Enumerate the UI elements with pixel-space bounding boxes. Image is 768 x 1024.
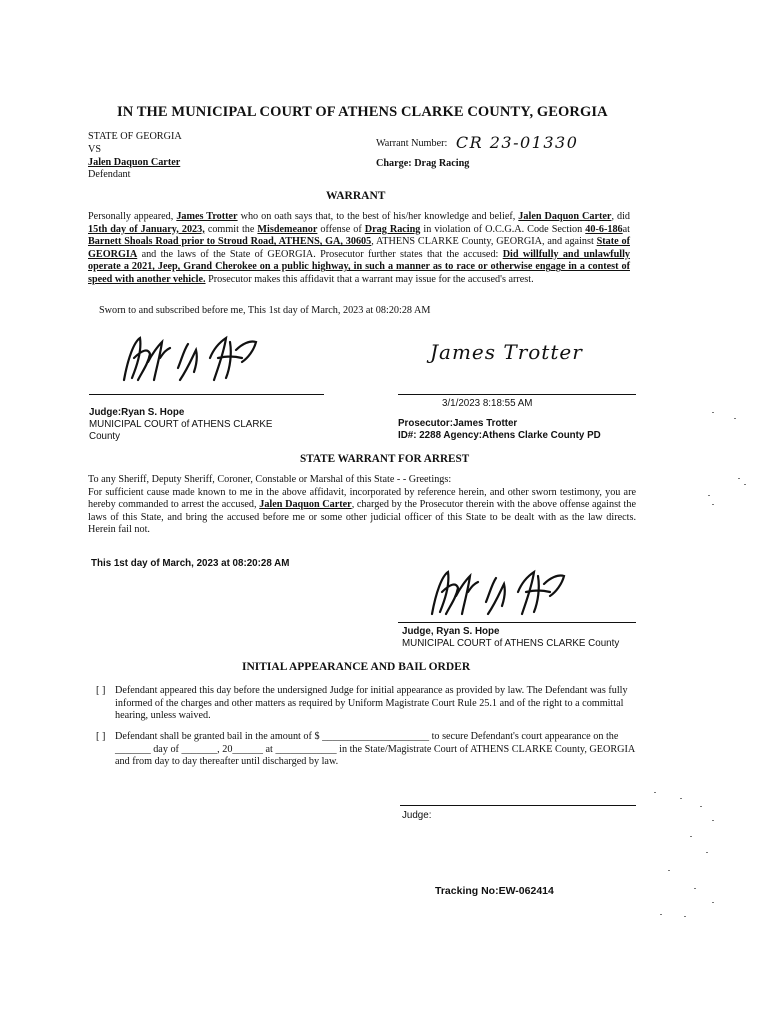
affidavit-text: offense of	[317, 223, 365, 235]
affidavit-text: at	[622, 223, 630, 235]
arrest-paragraph	[88, 474, 636, 537]
judge-signature-line-2	[398, 622, 636, 623]
caption-defendant-name: Jalen Daquon Carter	[88, 156, 181, 168]
prosecutor-timestamp: 3/1/2023 8:18:55 AM	[442, 398, 533, 409]
affidavit-text: in violation of O.C.G.A. Code Section	[420, 223, 586, 235]
charge-field	[376, 158, 469, 169]
warrant-number-field	[376, 131, 578, 150]
judge-signature-image-2	[426, 562, 576, 622]
arrest-date: This 1st day of March, 2023 at 08:20:28 AM	[91, 558, 290, 569]
case-caption	[88, 131, 182, 182]
prosecutor-name: Prosecutor:James Trotter	[398, 418, 518, 429]
bottom-judge-signature-line	[400, 805, 636, 806]
prosecutor-signature-line	[398, 394, 636, 395]
warrant-number-value: CR 23-01330	[455, 133, 579, 152]
tracking-number: Tracking No:EW-062414	[435, 885, 554, 897]
offense-conduct: Did willfully and unlawfully operate a 2021, Jeep, Grand Cherokee on a public highway, in such a manner as to race or otherwise engage in a contest of speed with another vehicle.	[88, 248, 630, 285]
affidavit-text: and the laws of the State of GEORGIA. Prosecutor further states that the accused:	[137, 248, 503, 260]
prosecutor-id: ID#: 2288 Agency:Athens Clarke County PD	[398, 429, 601, 441]
judge-block	[89, 407, 272, 442]
bail-heading: INITIAL APPEARANCE AND BAIL ORDER	[242, 661, 471, 673]
offense-name: Drag Racing	[364, 223, 421, 235]
affidavit-text: , did	[611, 211, 631, 222]
prosecutor-signature: James Trotter	[430, 340, 583, 364]
judge-county: County	[89, 430, 121, 442]
arrest-command	[88, 487, 636, 537]
judge-name-2: Judge, Ryan S. Hope	[402, 626, 500, 637]
judge-signature-image	[118, 328, 268, 388]
charge-value: Drag Racing	[414, 158, 470, 169]
against-party: State of GEORGIA	[88, 236, 630, 260]
bail-checkbox-1[interactable]: [ ]	[96, 685, 106, 696]
offense-location: Barnett Shoals Road prior to Stroud Road, ATHENS, GA, 30605	[88, 236, 372, 248]
affidavit-text: Prosecutor makes this affidavit that a warrant may issue for the accused's arrest.	[205, 273, 534, 285]
judge-signature-line	[89, 394, 324, 395]
code-section: 40-6-186	[585, 223, 623, 235]
arrest-heading: STATE WARRANT FOR ARREST	[300, 453, 470, 465]
arrest-accused-name: Jalen Daquon Carter	[259, 499, 352, 511]
accused-name: Jalen Daquon Carter	[518, 211, 612, 222]
bottom-judge-label: Judge:	[402, 810, 432, 821]
affidavit-text: Personally appeared,	[88, 211, 177, 222]
bail-item-bail-amount: Defendant shall be granted bail in the amount of $ _____________________ to secure Defendant's court appearance on the _______ day of _______, 20______ at ____________ in the State/Magistrate Court of ATHENS CLARKE County, GEORGIA and from day to day thereafter until discharged by law.	[115, 731, 635, 768]
warrant-number-label: Warrant Number:	[376, 138, 448, 149]
caption-state: STATE OF GEORGIA	[88, 131, 182, 142]
judge-court: MUNICIPAL COURT of ATHENS CLARKE	[89, 418, 273, 430]
warrant-heading: WARRANT	[326, 190, 386, 202]
affiant-name: James Trotter	[176, 211, 238, 222]
arrest-greeting: To any Sheriff, Deputy Sheriff, Coroner, Constable or Marshal of this State - - Greetings:	[88, 474, 452, 485]
offense-date: 15th day of January, 2023,	[88, 223, 205, 235]
prosecutor-block	[398, 418, 601, 442]
caption-vs: VS	[88, 143, 102, 155]
judge-court-2: MUNICIPAL COURT of ATHENS CLARKE County	[402, 637, 620, 649]
judge-block-2	[402, 626, 619, 650]
charge-label: Charge:	[376, 158, 412, 169]
sworn-statement: Sworn to and subscribed before me, This 1st day of March, 2023 at 08:20:28 AM	[99, 305, 431, 316]
affidavit-text: commit the	[204, 223, 258, 235]
affidavit-text: who on oath says that, to the best of his/her knowledge and belief,	[237, 211, 519, 222]
affidavit-text: , ATHENS CLARKE County, GEORGIA, and against	[371, 236, 597, 248]
offense-class: Misdemeanor	[257, 223, 318, 235]
court-title: IN THE MUNICIPAL COURT OF ATHENS CLARKE COUNTY, GEORGIA	[117, 104, 608, 120]
arrest-text: For sufficient cause made known to me in the above affidavit, incorporated by reference herein, and other sworn testimony, you are hereby commanded to arrest the accused,	[88, 486, 636, 511]
affidavit-paragraph	[88, 211, 630, 287]
arrest-text: , charged by the Prosecutor therein with the above offense against the laws of this State, and bring the accused before me or some other judicial officer of this State to be dealt with as the law directs. Herein fail not.	[88, 499, 636, 536]
caption-defendant-label: Defendant	[88, 169, 131, 181]
bail-checkbox-2[interactable]: [ ]	[96, 731, 106, 742]
judge-name: Judge:Ryan S. Hope	[89, 407, 185, 418]
bail-item-initial-appearance: Defendant appeared this day before the undersigned Judge for initial appearance as provided by law. The Defendant was fully informed of the charges and other matters as required by Uniform Magistrate Court Rule 25.1 and of the right to a committal hearing, unless waived.	[115, 685, 628, 722]
